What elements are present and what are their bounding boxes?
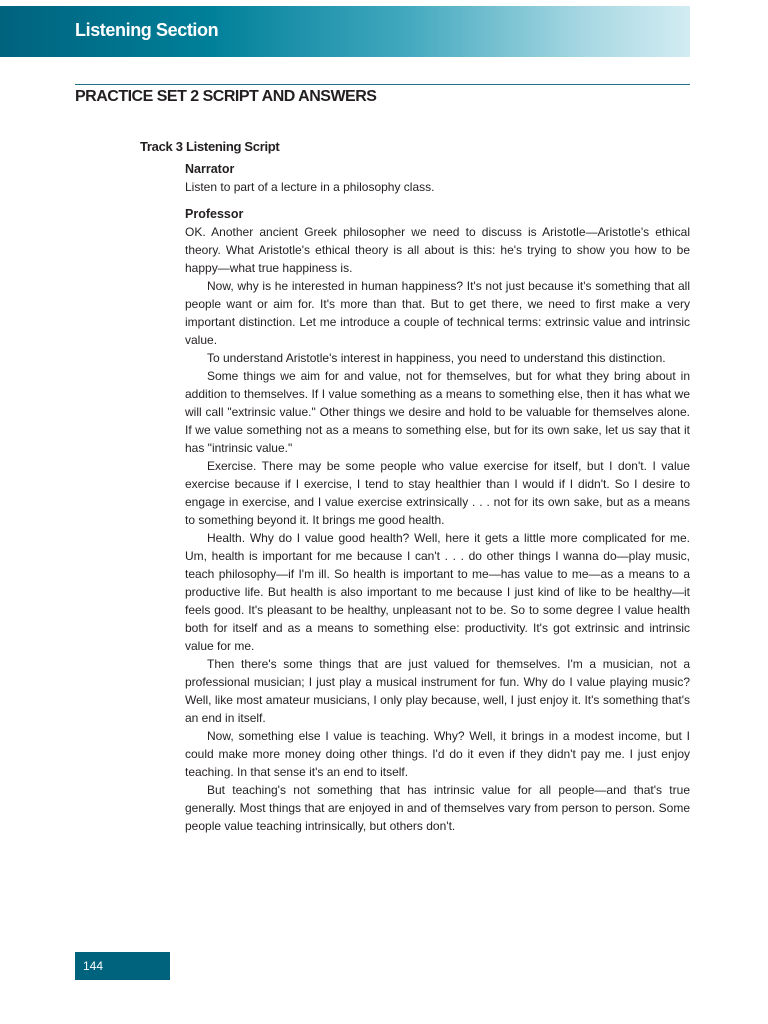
professor-paragraph: But teaching's not something that has intrinsic value for all people—and that's true generally. Most things that are enjoyed in and of themselves vary from person to person. Some people value teaching intrinsically, but others don't.	[185, 783, 690, 833]
section-divider	[75, 84, 690, 85]
professor-paragraph: Health. Why do I value good health? Well, here it gets a little more complicated for me. Um, health is important for me because I can't . . . do other things I wanna do—play music, teach philosophy—if I'm ill. So health is important to me—has value to me—as a means to a productive life. But health is also important to me because I just kind of like to be healthy—it feels good. It's pleasant to be healthy, unpleasant not to be. So to some degree I value health both for itself and as a means to something else: productivity. It's got extrinsic and intrinsic value for me.	[185, 531, 690, 653]
professor-paragraph: OK. Another ancient Greek philosopher we need to discuss is Aristotle—Aristotle's ethical theory. What Aristotle's ethical theory is all about is this: he's trying to show you how to be happy—what true happiness is.	[185, 225, 690, 275]
professor-paragraph: Now, why is he interested in human happiness? It's not just because it's something that all people want or aim for. It's more than that. But to get there, we need to first make a very important distinction. Let me introduce a couple of technical terms: extrinsic value and intrinsic value.	[185, 279, 690, 347]
narrator-text: Listen to part of a lecture in a philosophy class.	[185, 180, 435, 194]
professor-paragraph: Exercise. There may be some people who value exercise for itself, but I don't. I value exercise because if I exercise, I tend to stay healthier than I would if I didn't. So I desire to engage in exercise, and I value exercise extrinsically . . . not for its own sake, but as a means to something beyond it. It brings me good health.	[185, 459, 690, 527]
script-body	[185, 160, 690, 835]
narrator-label: Narrator	[185, 162, 235, 176]
page-number: 144	[83, 959, 104, 973]
track-title: Track 3 Listening Script	[140, 139, 280, 154]
header-title: Listening Section	[75, 20, 219, 40]
professor-paragraph: Then there's some things that are just valued for themselves. I'm a musician, not a professional musician; I just play a musical instrument for fun. Why do I value playing music? Well, like most amateur musicians, I only play because, well, I just enjoy it. It's something that's an end in itself.	[185, 657, 690, 725]
page-number-box	[75, 952, 170, 980]
professor-label: Professor	[185, 207, 244, 221]
section-title: PRACTICE SET 2 SCRIPT AND ANSWERS	[75, 88, 377, 105]
professor-paragraph: Some things we aim for and value, not for themselves, but for what they bring about in addition to themselves. If I value something as a means to something else, then it has what we will call "extrinsic value." Other things we desire and hold to be valuable for themselves alone. If we value something not as a means to something else, but for its own sake, let us say that it has "intrinsic value."	[185, 369, 690, 455]
professor-paragraph: Now, something else I value is teaching. Why? Well, it brings in a modest income, but I could make more money doing other things. I'd do it even if they didn't pay me. I just enjoy teaching. In that sense it's an end to itself.	[185, 729, 690, 779]
professor-paragraph: To understand Aristotle's interest in happiness, you need to understand this distinction.	[207, 351, 666, 365]
